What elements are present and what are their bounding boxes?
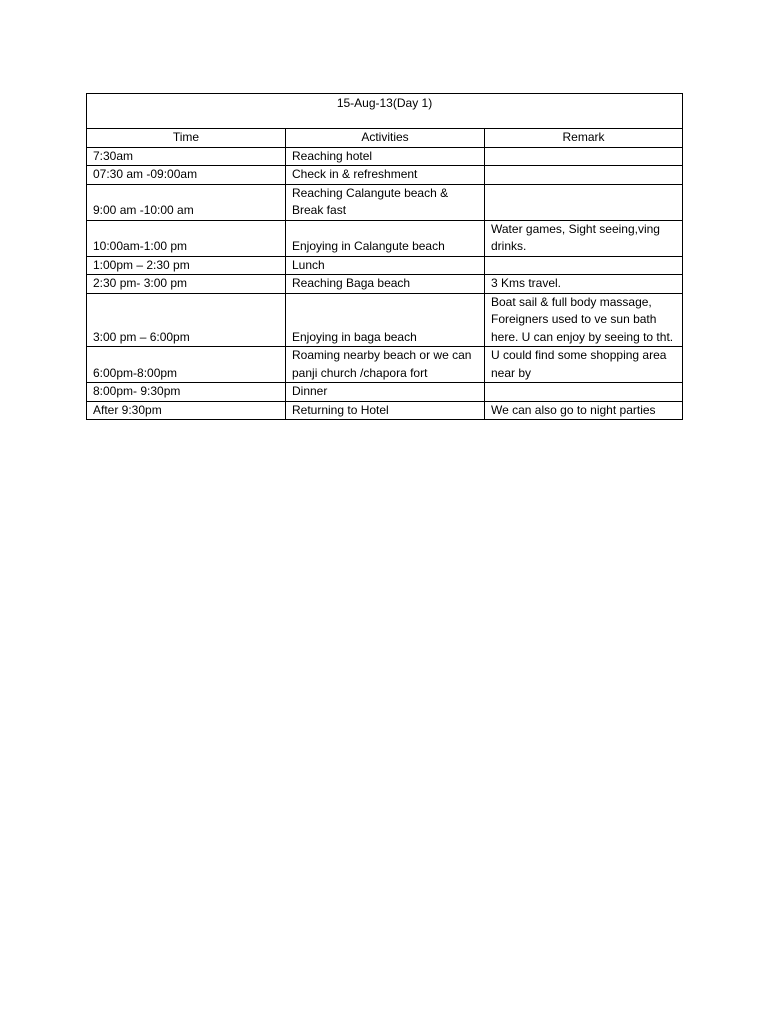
remark-cell [485, 166, 683, 185]
remark-cell: 3 Kms travel. [485, 275, 683, 294]
time-cell: 1:00pm – 2:30 pm [87, 256, 286, 275]
activity-cell: Dinner [286, 383, 485, 402]
time-cell: 3:00 pm – 6:00pm [87, 293, 286, 347]
itinerary-table [86, 93, 683, 420]
table-row [87, 147, 683, 166]
table-row [87, 166, 683, 185]
time-cell: 10:00am-1:00 pm [87, 220, 286, 256]
activity-cell: Reaching Baga beach [286, 275, 485, 294]
activity-cell: Reaching hotel [286, 147, 485, 166]
activity-cell: Enjoying in baga beach [286, 293, 485, 347]
activity-cell: Lunch [286, 256, 485, 275]
table-row [87, 184, 683, 220]
time-cell: After 9:30pm [87, 401, 286, 420]
title-row [87, 94, 683, 129]
time-cell: 7:30am [87, 147, 286, 166]
activity-cell: Check in & refreshment [286, 166, 485, 185]
activity-cell: Returning to Hotel [286, 401, 485, 420]
table-row [87, 256, 683, 275]
time-cell: 8:00pm- 9:30pm [87, 383, 286, 402]
remark-cell [485, 383, 683, 402]
table-row [87, 401, 683, 420]
remark-cell: U could find some shopping area near by [485, 347, 683, 383]
table-row [87, 275, 683, 294]
remark-cell [485, 147, 683, 166]
activity-cell: Reaching Calangute beach & Break fast [286, 184, 485, 220]
time-cell: 2:30 pm- 3:00 pm [87, 275, 286, 294]
remark-cell [485, 184, 683, 220]
activity-cell: Enjoying in Calangute beach [286, 220, 485, 256]
header-row [87, 129, 683, 148]
header-time: Time [87, 129, 286, 148]
time-cell: 07:30 am -09:00am [87, 166, 286, 185]
table-title: 15-Aug-13(Day 1) [87, 94, 683, 129]
table-row [87, 347, 683, 383]
table-row [87, 293, 683, 347]
remark-cell [485, 256, 683, 275]
remark-cell: We can also go to night parties [485, 401, 683, 420]
time-cell: 9:00 am -10:00 am [87, 184, 286, 220]
table-row [87, 383, 683, 402]
header-remark: Remark [485, 129, 683, 148]
table-row [87, 220, 683, 256]
activity-cell: Roaming nearby beach or we can panji church /chapora fort [286, 347, 485, 383]
remark-cell: Boat sail & full body massage, Foreigners used to ve sun bath here. U can enjoy by seeing to tht. [485, 293, 683, 347]
time-cell: 6:00pm-8:00pm [87, 347, 286, 383]
header-activities: Activities [286, 129, 485, 148]
remark-cell: Water games, Sight seeing,ving drinks. [485, 220, 683, 256]
